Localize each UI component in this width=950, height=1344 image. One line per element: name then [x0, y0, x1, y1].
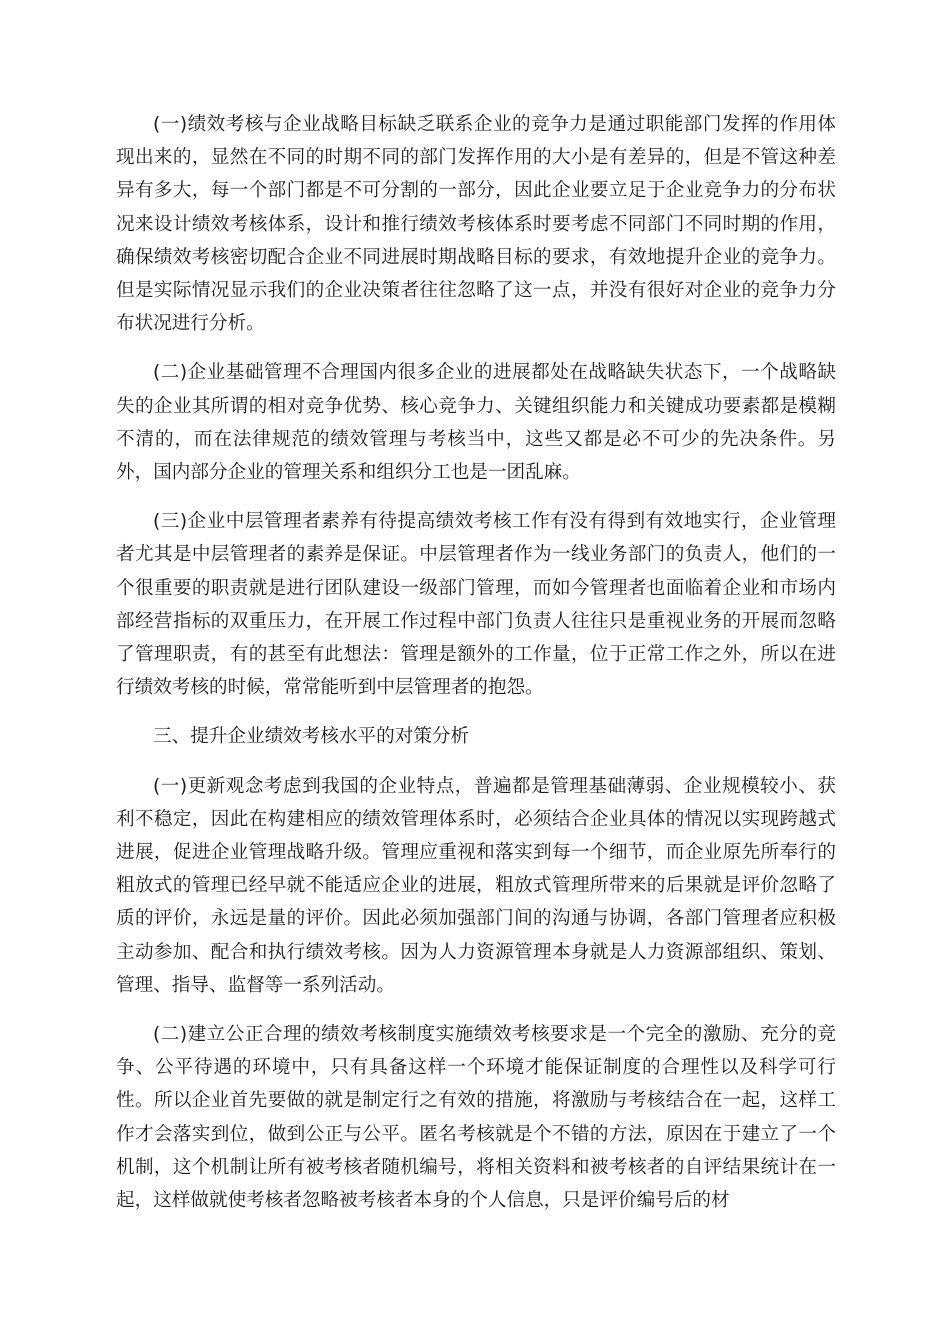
paragraph-5: (二)建立公正合理的绩效考核制度实施绩效考核要求是一个完全的激励、充分的竞争、公平待遇的环境中，只有具备这样一个环境才能保证制度的合理性以及科学可行性。所以企业首先要做的就是制定行之有效的措施，将激励与考核结合在一起，这样工作才会落实到位，做到公正与公平。匿名考核就是个不错的方法，原因在于建立了一个机制，这个机制让所有被考核者随机编号，将相关资料和被考核者的自评结果统计在一起，这样做就使考核者忽略被考核者本身的个人信息，只是评价编号后的材	[116, 1024, 836, 1212]
document-body	[116, 108, 836, 1233]
paragraph-3: (三)企业中层管理者素养有待提高绩效考核工作有没有得到有效地实行，企业管理者尤其是中层管理者的素养是保证。中层管理者作为一线业务部门的负责人，他们的一个很重要的职责就是进行团队建设一级部门管理，而如今管理者也面临着企业和市场内部经营指标的双重压力，在开展工作过程中部门负责人往往只是重视业务的开展而忽略了管理职责，有的甚至有此想法：管理是额外的工作量，位于正常工作之外，所以在进行绩效考核的时候，常常能听到中层管理者的抱怨。	[116, 511, 836, 699]
section-heading: 三、提升企业绩效考核水平的对策分析	[153, 726, 470, 748]
paragraph-4: (一)更新观念考虑到我国的企业特点，普遍都是管理基础薄弱、企业规模较小、获利不稳定，因此在构建相应的绩效管理体系时，必须结合企业具体的情况以实现跨越式进展，促进企业管理战略升级。管理应重视和落实到每一个细节，而企业原先所奉行的粗放式的管理已经早就不能适应企业的进展，粗放式管理所带来的后果就是评价忽略了质的评价，永远是量的评价。因此必须加强部门间的沟通与协调，各部门管理者应积极主动参加、配合和执行绩效考核。因为人力资源管理本身就是人力资源部组织、策划、管理、指导、监督等一系列活动。	[116, 775, 836, 996]
paragraph-2: (二)企业基础管理不合理国内很多企业的进展都处在战略缺失状态下，一个战略缺失的企业其所谓的相对竞争优势、核心竞争力、关键组织能力和关键成功要素都是模糊不清的，而在法律规范的绩效管理与考核当中，这些又都是必不可少的先决条件。另外，国内部分企业的管理关系和组织分工也是一团乱麻。	[116, 362, 836, 484]
paragraph-1: (一)绩效考核与企业战略目标缺乏联系企业的竞争力是通过职能部门发挥的作用体现出来的，显然在不同的时期不同的部门发挥作用的大小是有差异的，但是不管这种差异有多大，每一个部门都是不可分割的一部分，因此企业要立足于企业竞争力的分布状况来设计绩效考核体系，设计和推行绩效考核体系时要考虑不同部门不同时期的作用，确保绩效考核密切配合企业不同进展时期战略目标的要求，有效地提升企业的竞争力。但是实际情况显示我们的企业决策者往往忽略了这一点，并没有很好对企业的竞争力分布状况进行分析。	[116, 114, 836, 335]
